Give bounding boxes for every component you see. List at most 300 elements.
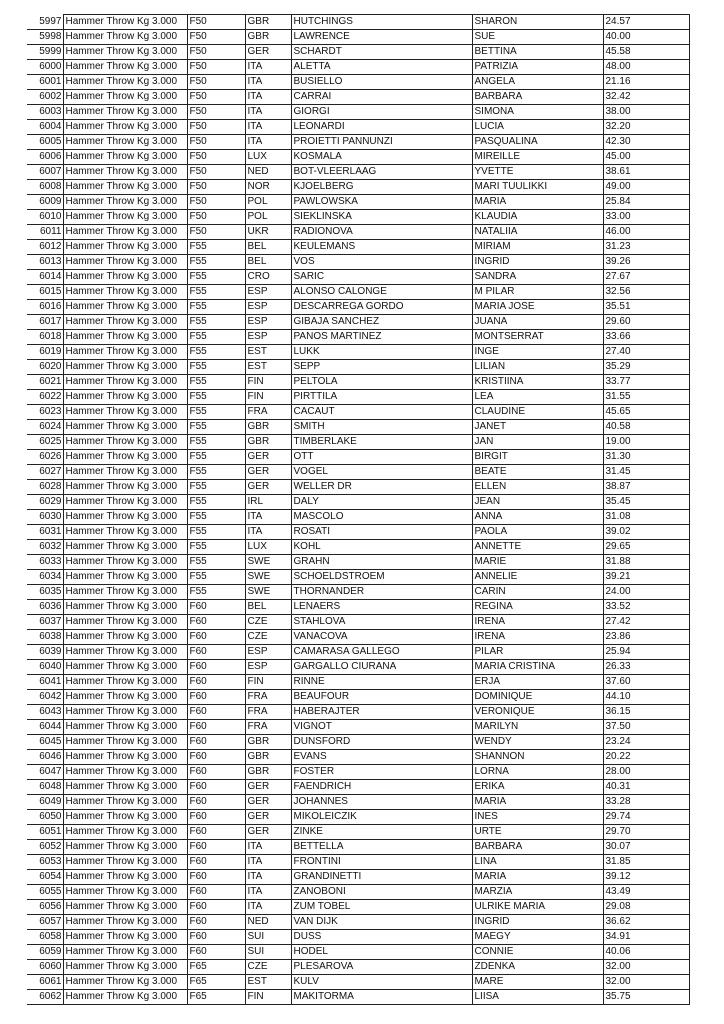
nation-cell: ESP [245,285,291,300]
table-row [27,255,689,270]
surname-cell: CACAUT [291,405,472,420]
row-number-cell: 6020 [27,360,63,375]
surname-cell: FRONTINI [291,855,472,870]
nation-cell: LUX [245,150,291,165]
surname-cell: SCHARDT [291,45,472,60]
table-row [27,885,689,900]
event-cell: Hammer Throw Kg 3.000 [63,570,187,585]
first-name-cell: LUCIA [472,120,603,135]
surname-cell: VAN DIJK [291,915,472,930]
nation-cell: ITA [245,75,291,90]
first-name-cell: MARE [472,975,603,990]
table-row [27,660,689,675]
nation-cell: ITA [245,105,291,120]
row-number-cell: 6036 [27,600,63,615]
category-cell: F50 [187,90,245,105]
nation-cell: BEL [245,255,291,270]
nation-cell: GER [245,480,291,495]
nation-cell: ITA [245,120,291,135]
row-number-cell: 6028 [27,480,63,495]
nation-cell: ESP [245,645,291,660]
row-number-cell: 6034 [27,570,63,585]
category-cell: F55 [187,465,245,480]
category-cell: F60 [187,735,245,750]
row-number-cell: 6051 [27,825,63,840]
first-name-cell: BIRGIT [472,450,603,465]
table-row [27,495,689,510]
event-cell: Hammer Throw Kg 3.000 [63,495,187,510]
nation-cell: GBR [245,435,291,450]
row-number-cell: 6002 [27,90,63,105]
category-cell: F50 [187,120,245,135]
nation-cell: ITA [245,885,291,900]
nation-cell: GER [245,45,291,60]
category-cell: F55 [187,435,245,450]
category-cell: F50 [187,195,245,210]
event-cell: Hammer Throw Kg 3.000 [63,135,187,150]
event-cell: Hammer Throw Kg 3.000 [63,795,187,810]
table-row [27,630,689,645]
surname-cell: KULV [291,975,472,990]
nation-cell: GBR [245,30,291,45]
event-cell: Hammer Throw Kg 3.000 [63,720,187,735]
surname-cell: PANOS MARTINEZ [291,330,472,345]
surname-cell: GIBAJA SANCHEZ [291,315,472,330]
table-row [27,720,689,735]
first-name-cell: WENDY [472,735,603,750]
nation-cell: EST [245,360,291,375]
mark-cell: 33.00 [603,210,689,225]
nation-cell: GBR [245,750,291,765]
category-cell: F60 [187,660,245,675]
nation-cell: SWE [245,570,291,585]
table-row [27,120,689,135]
mark-cell: 31.45 [603,465,689,480]
first-name-cell: INGE [472,345,603,360]
first-name-cell: CARIN [472,585,603,600]
surname-cell: HUTCHINGS [291,15,472,30]
table-row [27,405,689,420]
first-name-cell: MARIA [472,795,603,810]
mark-cell: 38.00 [603,105,689,120]
event-cell: Hammer Throw Kg 3.000 [63,30,187,45]
surname-cell: DALY [291,495,472,510]
category-cell: F60 [187,900,245,915]
table-row [27,540,689,555]
row-number-cell: 6050 [27,810,63,825]
mark-cell: 49.00 [603,180,689,195]
nation-cell: POL [245,210,291,225]
event-cell: Hammer Throw Kg 3.000 [63,390,187,405]
nation-cell: ITA [245,60,291,75]
surname-cell: DUSS [291,930,472,945]
first-name-cell: JANET [472,420,603,435]
table-row [27,225,689,240]
first-name-cell: SHANNON [472,750,603,765]
category-cell: F55 [187,270,245,285]
row-number-cell: 6030 [27,510,63,525]
category-cell: F55 [187,315,245,330]
nation-cell: FRA [245,720,291,735]
nation-cell: FIN [245,390,291,405]
event-cell: Hammer Throw Kg 3.000 [63,270,187,285]
nation-cell: CRO [245,270,291,285]
category-cell: F50 [187,60,245,75]
surname-cell: LUKK [291,345,472,360]
category-cell: F60 [187,750,245,765]
nation-cell: SWE [245,555,291,570]
surname-cell: GIORGI [291,105,472,120]
row-number-cell: 6026 [27,450,63,465]
surname-cell: HABERAJTER [291,705,472,720]
row-number-cell: 5997 [27,15,63,30]
category-cell: F55 [187,585,245,600]
first-name-cell: YVETTE [472,165,603,180]
first-name-cell: MARI TUULIKKI [472,180,603,195]
event-cell: Hammer Throw Kg 3.000 [63,165,187,180]
mark-cell: 40.06 [603,945,689,960]
mark-cell: 24.57 [603,15,689,30]
category-cell: F60 [187,615,245,630]
surname-cell: OTT [291,450,472,465]
table-row [27,75,689,90]
category-cell: F60 [187,780,245,795]
event-cell: Hammer Throw Kg 3.000 [63,150,187,165]
table-row [27,195,689,210]
mark-cell: 32.56 [603,285,689,300]
row-number-cell: 6058 [27,930,63,945]
row-number-cell: 6008 [27,180,63,195]
row-number-cell: 6057 [27,915,63,930]
surname-cell: JOHANNES [291,795,472,810]
row-number-cell: 6048 [27,780,63,795]
event-cell: Hammer Throw Kg 3.000 [63,195,187,210]
event-cell: Hammer Throw Kg 3.000 [63,765,187,780]
table-row [27,795,689,810]
nation-cell: CZE [245,615,291,630]
table-row [27,705,689,720]
nation-cell: ITA [245,135,291,150]
table-row [27,345,689,360]
surname-cell: SEPP [291,360,472,375]
nation-cell: SUI [245,930,291,945]
table-row [27,300,689,315]
category-cell: F55 [187,375,245,390]
row-number-cell: 6060 [27,960,63,975]
mark-cell: 29.65 [603,540,689,555]
event-cell: Hammer Throw Kg 3.000 [63,555,187,570]
row-number-cell: 5999 [27,45,63,60]
surname-cell: ROSATI [291,525,472,540]
category-cell: F65 [187,960,245,975]
nation-cell: ESP [245,660,291,675]
mark-cell: 32.42 [603,90,689,105]
mark-cell: 29.08 [603,900,689,915]
mark-cell: 31.55 [603,390,689,405]
category-cell: F55 [187,300,245,315]
nation-cell: FIN [245,375,291,390]
nation-cell: FRA [245,690,291,705]
mark-cell: 25.94 [603,645,689,660]
first-name-cell: IRENA [472,615,603,630]
category-cell: F60 [187,795,245,810]
surname-cell: ZINKE [291,825,472,840]
event-cell: Hammer Throw Kg 3.000 [63,420,187,435]
row-number-cell: 5998 [27,30,63,45]
first-name-cell: ULRIKE MARIA [472,900,603,915]
category-cell: F60 [187,885,245,900]
event-cell: Hammer Throw Kg 3.000 [63,690,187,705]
surname-cell: RINNE [291,675,472,690]
mark-cell: 45.65 [603,405,689,420]
category-cell: F50 [187,15,245,30]
surname-cell: KEULEMANS [291,240,472,255]
surname-cell: FAENDRICH [291,780,472,795]
event-cell: Hammer Throw Kg 3.000 [63,870,187,885]
nation-cell: CZE [245,960,291,975]
mark-cell: 38.61 [603,165,689,180]
row-number-cell: 6005 [27,135,63,150]
nation-cell: GER [245,780,291,795]
mark-cell: 46.00 [603,225,689,240]
mark-cell: 35.75 [603,990,689,1005]
first-name-cell: NATALIIA [472,225,603,240]
category-cell: F50 [187,225,245,240]
category-cell: F55 [187,480,245,495]
row-number-cell: 6018 [27,330,63,345]
event-cell: Hammer Throw Kg 3.000 [63,60,187,75]
mark-cell: 43.49 [603,885,689,900]
event-cell: Hammer Throw Kg 3.000 [63,930,187,945]
mark-cell: 40.00 [603,30,689,45]
surname-cell: SMITH [291,420,472,435]
row-number-cell: 6041 [27,675,63,690]
mark-cell: 40.58 [603,420,689,435]
first-name-cell: MONTSERRAT [472,330,603,345]
nation-cell: GER [245,465,291,480]
category-cell: F60 [187,945,245,960]
event-cell: Hammer Throw Kg 3.000 [63,825,187,840]
surname-cell: VANACOVA [291,630,472,645]
first-name-cell: ANGELA [472,75,603,90]
first-name-cell: PATRIZIA [472,60,603,75]
row-number-cell: 6010 [27,210,63,225]
event-cell: Hammer Throw Kg 3.000 [63,435,187,450]
surname-cell: BEAUFOUR [291,690,472,705]
mark-cell: 23.24 [603,735,689,750]
event-cell: Hammer Throw Kg 3.000 [63,885,187,900]
surname-cell: PLESAROVA [291,960,472,975]
first-name-cell: PILAR [472,645,603,660]
surname-cell: VIGNOT [291,720,472,735]
row-number-cell: 6031 [27,525,63,540]
surname-cell: GARGALLO CIURANA [291,660,472,675]
event-cell: Hammer Throw Kg 3.000 [63,120,187,135]
category-cell: F60 [187,705,245,720]
table-row [27,435,689,450]
nation-cell: ESP [245,330,291,345]
event-cell: Hammer Throw Kg 3.000 [63,900,187,915]
table-row [27,645,689,660]
table-row [27,45,689,60]
table-row [27,135,689,150]
nation-cell: BEL [245,600,291,615]
surname-cell: HODEL [291,945,472,960]
mark-cell: 35.45 [603,495,689,510]
event-cell: Hammer Throw Kg 3.000 [63,75,187,90]
category-cell: F60 [187,810,245,825]
first-name-cell: SHARON [472,15,603,30]
table-row [27,960,689,975]
row-number-cell: 6052 [27,840,63,855]
surname-cell: GRANDINETTI [291,870,472,885]
row-number-cell: 6056 [27,900,63,915]
nation-cell: GBR [245,765,291,780]
event-cell: Hammer Throw Kg 3.000 [63,750,187,765]
mark-cell: 29.74 [603,810,689,825]
event-cell: Hammer Throw Kg 3.000 [63,90,187,105]
table-row [27,615,689,630]
event-cell: Hammer Throw Kg 3.000 [63,180,187,195]
row-number-cell: 6053 [27,855,63,870]
category-cell: F60 [187,930,245,945]
table-row [27,525,689,540]
mark-cell: 33.52 [603,600,689,615]
surname-cell: EVANS [291,750,472,765]
mark-cell: 45.58 [603,45,689,60]
first-name-cell: ANNA [472,510,603,525]
first-name-cell: ANNETTE [472,540,603,555]
category-cell: F55 [187,510,245,525]
row-number-cell: 6043 [27,705,63,720]
category-cell: F50 [187,210,245,225]
first-name-cell: BETTINA [472,45,603,60]
table-row [27,810,689,825]
table-row [27,360,689,375]
table-row [27,510,689,525]
table-row [27,585,689,600]
table-row [27,840,689,855]
mark-cell: 39.02 [603,525,689,540]
nation-cell: ESP [245,300,291,315]
nation-cell: ITA [245,870,291,885]
category-cell: F60 [187,825,245,840]
surname-cell: MIKOLEICZIK [291,810,472,825]
nation-cell: BEL [245,240,291,255]
category-cell: F55 [187,570,245,585]
first-name-cell: BARBARA [472,90,603,105]
event-cell: Hammer Throw Kg 3.000 [63,300,187,315]
row-number-cell: 6038 [27,630,63,645]
table-row [27,930,689,945]
category-cell: F50 [187,45,245,60]
table-row [27,555,689,570]
surname-cell: LEONARDI [291,120,472,135]
category-cell: F55 [187,420,245,435]
surname-cell: ALETTA [291,60,472,75]
nation-cell: FIN [245,675,291,690]
mark-cell: 48.00 [603,60,689,75]
surname-cell: LENAERS [291,600,472,615]
event-cell: Hammer Throw Kg 3.000 [63,45,187,60]
table-row [27,165,689,180]
table-row [27,210,689,225]
event-cell: Hammer Throw Kg 3.000 [63,540,187,555]
mark-cell: 33.77 [603,375,689,390]
category-cell: F55 [187,255,245,270]
category-cell: F60 [187,840,245,855]
nation-cell: GER [245,450,291,465]
nation-cell: FRA [245,405,291,420]
nation-cell: POL [245,195,291,210]
surname-cell: PIRTTILA [291,390,472,405]
row-number-cell: 6023 [27,405,63,420]
surname-cell: VOS [291,255,472,270]
first-name-cell: CLAUDINE [472,405,603,420]
nation-cell: GBR [245,15,291,30]
table-row [27,90,689,105]
mark-cell: 19.00 [603,435,689,450]
event-cell: Hammer Throw Kg 3.000 [63,510,187,525]
table-row [27,180,689,195]
surname-cell: BUSIELLO [291,75,472,90]
table-row [27,270,689,285]
surname-cell: THORNANDER [291,585,472,600]
category-cell: F50 [187,75,245,90]
first-name-cell: MARILYN [472,720,603,735]
row-number-cell: 6004 [27,120,63,135]
row-number-cell: 6054 [27,870,63,885]
first-name-cell: KLAUDIA [472,210,603,225]
first-name-cell: INGRID [472,255,603,270]
mark-cell: 31.88 [603,555,689,570]
row-number-cell: 6035 [27,585,63,600]
mark-cell: 20.22 [603,750,689,765]
mark-cell: 23.86 [603,630,689,645]
mark-cell: 25.84 [603,195,689,210]
nation-cell: SWE [245,585,291,600]
row-number-cell: 6032 [27,540,63,555]
table-row [27,330,689,345]
row-number-cell: 6019 [27,345,63,360]
event-cell: Hammer Throw Kg 3.000 [63,330,187,345]
first-name-cell: LEA [472,390,603,405]
first-name-cell: ZDENKA [472,960,603,975]
event-cell: Hammer Throw Kg 3.000 [63,660,187,675]
category-cell: F55 [187,240,245,255]
row-number-cell: 6049 [27,795,63,810]
surname-cell: SARIC [291,270,472,285]
surname-cell: KJOELBERG [291,180,472,195]
event-cell: Hammer Throw Kg 3.000 [63,255,187,270]
row-number-cell: 6047 [27,765,63,780]
row-number-cell: 6009 [27,195,63,210]
category-cell: F50 [187,135,245,150]
first-name-cell: SIMONA [472,105,603,120]
row-number-cell: 6015 [27,285,63,300]
surname-cell: TIMBERLAKE [291,435,472,450]
first-name-cell: MARIA JOSE [472,300,603,315]
first-name-cell: JAN [472,435,603,450]
nation-cell: ITA [245,90,291,105]
row-number-cell: 6059 [27,945,63,960]
nation-cell: GER [245,810,291,825]
first-name-cell: IRENA [472,630,603,645]
event-cell: Hammer Throw Kg 3.000 [63,810,187,825]
first-name-cell: MIREILLE [472,150,603,165]
event-cell: Hammer Throw Kg 3.000 [63,990,187,1005]
surname-cell: DUNSFORD [291,735,472,750]
